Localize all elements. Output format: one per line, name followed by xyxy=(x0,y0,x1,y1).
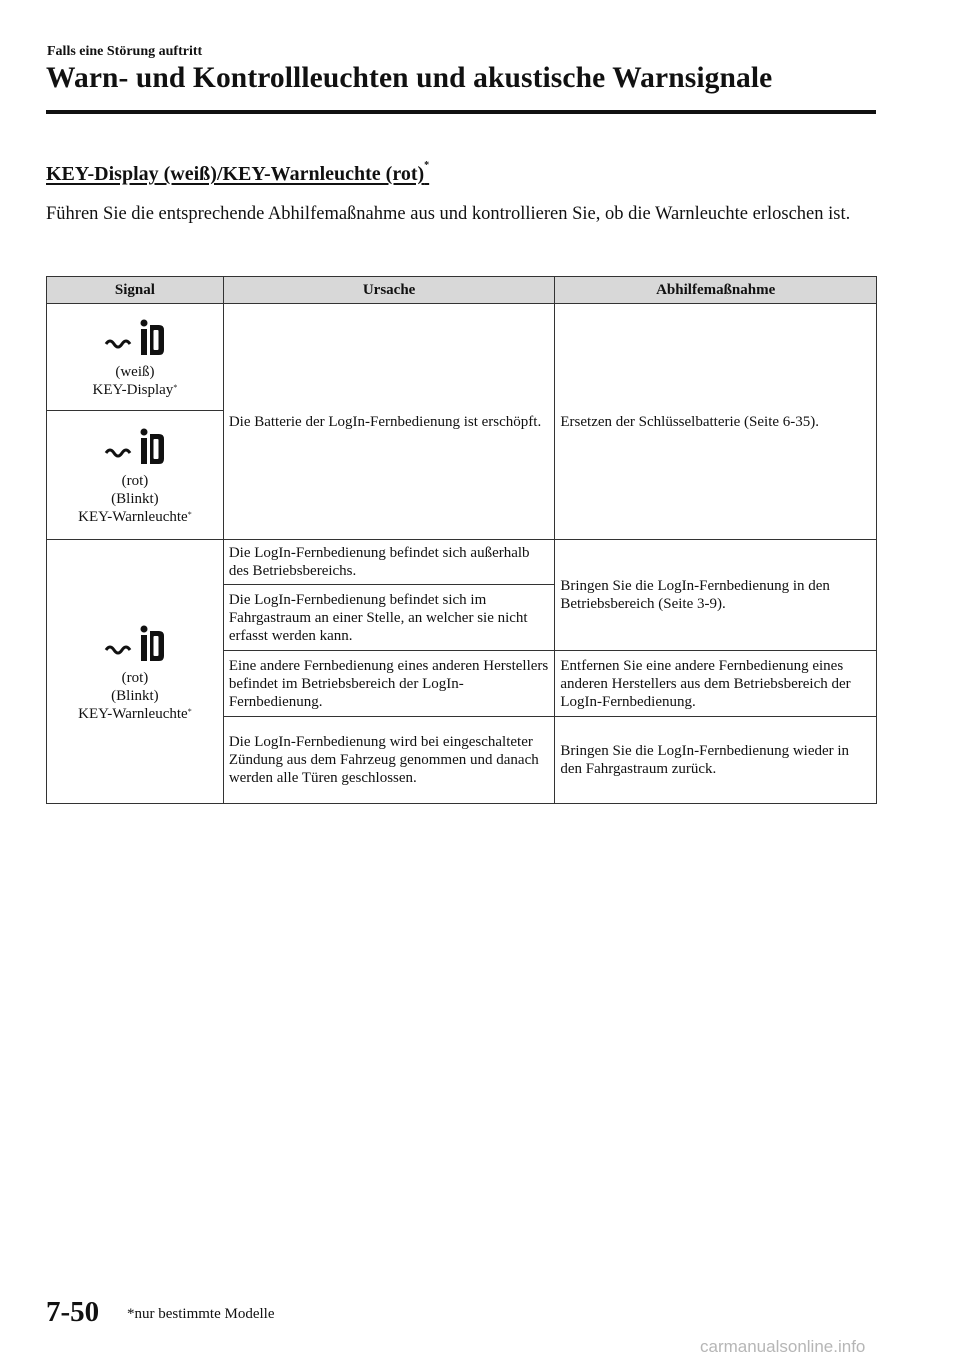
signal-name: KEY-Warnleuchte* xyxy=(78,705,192,722)
page-number: 7-50 xyxy=(46,1296,100,1328)
intro-paragraph: Führen Sie die entsprechende Abhilfemaßnahme aus und kontrollieren Sie, ob die Warnleuchte erloschen ist. xyxy=(46,204,851,224)
column-header-signal: Signal xyxy=(47,277,224,304)
signal-state: (weiß) xyxy=(115,364,155,380)
chapter-subtitle: Falls eine Störung auftritt xyxy=(47,44,203,59)
remedy-cell: Bringen Sie die LogIn-Fernbedienung wieder in den Fahrgastraum zurück. xyxy=(555,717,877,804)
remedy-cell: Bringen Sie die LogIn-Fernbedienung in den Betriebsbereich (Seite 3-9). xyxy=(555,540,877,651)
signal-state: (rot) xyxy=(121,669,149,686)
remedy-cell: Entfernen Sie eine andere Fernbedienung eines anderen Herstellers aus dem Betriebsbereich der LogIn-Fernbedienung. xyxy=(555,651,877,717)
signal-state: (Blinkt) xyxy=(111,491,159,507)
signal-name: KEY-Warnleuchte* xyxy=(78,509,192,525)
section-heading: KEY-Display (weiß)/KEY-Warnleuchte (rot)* xyxy=(46,160,430,185)
signal-cell xyxy=(47,304,224,411)
table-header-row xyxy=(47,277,877,304)
key-warning-icon xyxy=(104,426,166,466)
page-title: Warn- und Kontrollleuchten und akustische Warnsignale xyxy=(46,62,773,94)
watermark: carmanualsonline.info xyxy=(700,1337,866,1356)
signal-cell xyxy=(47,411,224,540)
signal-state: (Blinkt) xyxy=(111,687,159,704)
signal-name: KEY-Display* xyxy=(92,382,178,398)
column-header-cause: Ursache xyxy=(223,277,555,304)
cause-cell: Die Batterie der LogIn-Fernbedienung ist erschöpft. xyxy=(223,304,555,540)
header-divider xyxy=(46,110,876,114)
cause-cell: Die LogIn-Fernbedienung befindet sich im Fahrgastraum an einer Stelle, an welcher sie nicht erfasst werden kann. xyxy=(223,585,555,651)
warning-table xyxy=(46,276,877,804)
table-row xyxy=(47,540,877,585)
cause-cell: Die LogIn-Fernbedienung wird bei eingeschalteter Zündung aus dem Fahrzeug genommen und danach werden alle Türen geschlossen. xyxy=(223,717,555,804)
key-warning-icon xyxy=(104,317,166,357)
footnote: *nur bestimmte Modelle xyxy=(127,1306,275,1322)
remedy-cell: Ersetzen der Schlüsselbatterie (Seite 6-35). xyxy=(555,304,877,540)
cause-cell: Eine andere Fernbedienung eines anderen Herstellers befindet im Betriebsbereich der LogIn-Fernbedienung. xyxy=(223,651,555,717)
heading-footnote-mark: * xyxy=(424,160,430,171)
table-row xyxy=(47,304,877,411)
cause-cell: Die LogIn-Fernbedienung befindet sich außerhalb des Betriebsbereichs. xyxy=(223,540,555,585)
column-header-remedy: Abhilfemaßnahme xyxy=(555,277,877,304)
key-warning-icon xyxy=(104,623,166,663)
signal-state: (rot) xyxy=(121,473,149,489)
signal-cell xyxy=(47,540,224,804)
